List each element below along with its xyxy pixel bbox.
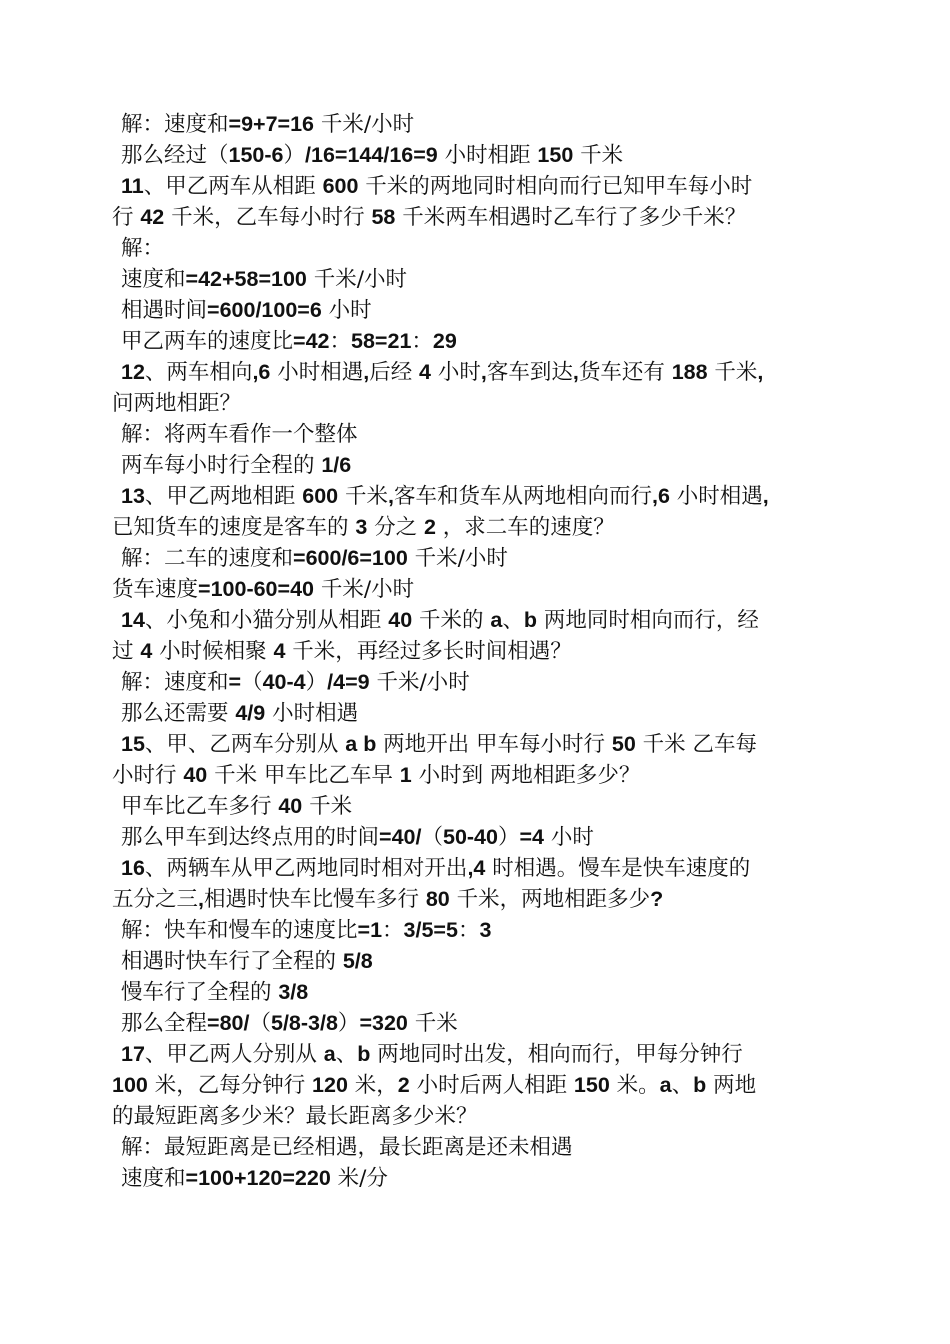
text-run-bold: =4 bbox=[519, 825, 545, 849]
text-run-bold: , bbox=[480, 360, 487, 384]
text-run: 速度和 bbox=[121, 267, 186, 292]
text-line bbox=[112, 202, 842, 233]
text-run-bold: 1 bbox=[399, 763, 412, 787]
text-run: 千米的 bbox=[412, 608, 491, 633]
text-line bbox=[112, 853, 842, 884]
text-run-bold: , bbox=[198, 887, 204, 911]
text-line bbox=[112, 109, 842, 140]
text-run: 、 bbox=[502, 608, 524, 633]
text-run-bold: 4/9 bbox=[235, 701, 266, 725]
text-run: （ bbox=[241, 670, 263, 695]
text-run: 小时候相聚 bbox=[152, 639, 274, 664]
text-line bbox=[112, 915, 842, 946]
text-run: ： bbox=[329, 329, 352, 354]
text-line bbox=[112, 264, 842, 295]
text-run: 千米 甲车比乙车早 bbox=[207, 763, 400, 788]
text-run-bold: b bbox=[357, 1042, 371, 1066]
text-run: ） bbox=[497, 825, 520, 850]
text-run: 分之 bbox=[367, 515, 424, 540]
text-run: 速度和 bbox=[121, 1166, 186, 1191]
text-line bbox=[112, 140, 842, 171]
text-line bbox=[112, 171, 842, 202]
text-run: 千米两车相遇时乙车行了多少千米？ bbox=[395, 205, 747, 230]
text-run-bold: =9+7=16 bbox=[228, 112, 315, 136]
text-run: 解：速度和 bbox=[121, 670, 229, 695]
text-run-bold: =42+58=100 bbox=[185, 267, 307, 291]
text-run-bold: 40-4 bbox=[262, 670, 306, 694]
text-run: （ bbox=[249, 1011, 271, 1036]
text-run: ） bbox=[283, 143, 306, 168]
text-run-bold: 3/8 bbox=[278, 980, 309, 1004]
text-run-bold: 40 bbox=[183, 763, 208, 787]
text-run-bold: 4 bbox=[140, 639, 153, 663]
text-run-bold: 150 bbox=[573, 1073, 610, 1097]
text-line bbox=[112, 388, 842, 419]
text-run: 那么全程 bbox=[121, 1011, 208, 1036]
text-run: ，求二车的速度？ bbox=[435, 515, 615, 540]
text-line bbox=[112, 481, 842, 512]
text-run-bold: 3 bbox=[355, 515, 368, 539]
text-run-bold: =320 bbox=[359, 1011, 408, 1035]
text-run: 问两地相距？ bbox=[112, 391, 242, 416]
text-line bbox=[112, 1008, 842, 1039]
text-run: ） bbox=[305, 670, 328, 695]
text-run: ） bbox=[337, 1011, 360, 1036]
text-run-bold: 100 bbox=[112, 1073, 148, 1097]
text-line bbox=[112, 884, 842, 915]
text-line bbox=[112, 729, 842, 760]
text-run-bold: 2 bbox=[423, 515, 436, 539]
text-run-bold: =100-60=40 bbox=[198, 577, 314, 601]
text-run-bold: a b bbox=[345, 732, 377, 756]
text-run-bold: =40/ bbox=[379, 825, 422, 849]
text-run: 时相遇。慢车是快车速度的 bbox=[485, 856, 751, 881]
text-run-bold: 50 bbox=[611, 732, 636, 756]
text-run: 米/分 bbox=[330, 1166, 388, 1191]
text-run: 千米 bbox=[302, 794, 353, 819]
text-run-bold: 5/8 bbox=[342, 949, 373, 973]
text-run: 米。 bbox=[609, 1073, 660, 1098]
text-line bbox=[112, 295, 842, 326]
text-run-bold: , bbox=[363, 360, 370, 384]
text-run: 小时相距 bbox=[437, 143, 538, 168]
text-run-bold: 4 bbox=[273, 639, 286, 663]
text-run-bold: =80/ bbox=[207, 1011, 250, 1035]
text-run-bold: 15 bbox=[121, 732, 145, 756]
text-run-bold: 150 bbox=[537, 143, 574, 167]
text-run: 两地同时相向而行，经 bbox=[536, 608, 759, 633]
text-run: 、甲乙两车从相距 bbox=[143, 174, 323, 199]
text-line bbox=[112, 698, 842, 729]
text-run-bold: /4=9 bbox=[327, 670, 370, 694]
text-run-bold: 188 bbox=[671, 360, 708, 384]
text-run-bold: =600/100=6 bbox=[207, 298, 322, 322]
text-run: 客车和货车从两地相向而行 bbox=[393, 484, 652, 509]
text-run: 相遇时间 bbox=[121, 298, 208, 323]
text-line bbox=[112, 667, 842, 698]
text-run-bold: b bbox=[523, 608, 537, 632]
text-run: 千米/小时 bbox=[407, 546, 508, 571]
text-run-bold: 1/6 bbox=[321, 453, 352, 477]
text-run: 小时相遇 bbox=[265, 701, 359, 726]
text-run: 千米 bbox=[407, 1011, 458, 1036]
text-line bbox=[112, 760, 842, 791]
text-line bbox=[112, 233, 842, 264]
text-run: 、甲乙两地相距 bbox=[144, 484, 303, 509]
text-run: 千米/小时 bbox=[369, 670, 470, 695]
text-line bbox=[112, 512, 842, 543]
text-run-bold: 40 bbox=[278, 794, 303, 818]
text-run: 行 bbox=[112, 205, 141, 230]
text-run: 小时行 bbox=[112, 763, 184, 788]
text-run: 、小兔和小猫分别从相距 bbox=[144, 608, 389, 633]
text-run: 小时到 两地相距多少？ bbox=[411, 763, 641, 788]
text-run-bold: 13 bbox=[121, 484, 145, 508]
text-run-bold: a bbox=[490, 608, 503, 632]
text-run: 货车速度 bbox=[112, 577, 199, 602]
text-run-bold: 80 bbox=[425, 887, 450, 911]
text-run-bold: 50-40 bbox=[442, 825, 498, 849]
text-run: 那么还需要 bbox=[121, 701, 236, 726]
text-run: 两地同时出发，相向而行，甲每分钟行 bbox=[370, 1042, 743, 1067]
text-run-bold: =600/6=100 bbox=[293, 546, 408, 570]
text-run: 过 bbox=[112, 639, 141, 664]
text-run: 甲乙两车的速度比 bbox=[121, 329, 294, 354]
text-run: 千米，再经过多长时间相遇？ bbox=[285, 639, 572, 664]
text-run-bold: 16 bbox=[121, 856, 145, 880]
text-run-bold: 12 bbox=[121, 360, 145, 384]
text-run: 五分之三 bbox=[112, 887, 199, 912]
text-line bbox=[112, 357, 842, 388]
text-line bbox=[112, 822, 842, 853]
text-run-bold: =1 bbox=[357, 918, 383, 942]
text-run-bold: , bbox=[762, 484, 769, 508]
text-run-bold: a bbox=[659, 1073, 672, 1097]
text-line bbox=[112, 605, 842, 636]
text-run: 、 bbox=[671, 1073, 694, 1098]
text-run: 千米的两地同时相向而行已知甲车每小时 bbox=[358, 174, 753, 199]
text-run-bold: 3/5=5 bbox=[403, 918, 458, 942]
text-run-bold: , bbox=[572, 360, 579, 384]
text-run: 解：速度和 bbox=[121, 112, 229, 137]
text-line bbox=[112, 1132, 842, 1163]
text-run: 货车还有 bbox=[578, 360, 672, 385]
text-line bbox=[112, 1039, 842, 1070]
text-run: 千米 bbox=[573, 143, 624, 168]
text-line bbox=[112, 636, 842, 667]
text-run: 小时后两人相距 bbox=[409, 1073, 574, 1098]
text-line bbox=[112, 1070, 842, 1101]
text-run-bold: b bbox=[693, 1073, 707, 1097]
text-run-bold: ,6 bbox=[651, 484, 670, 508]
text-run: ： bbox=[382, 918, 404, 943]
text-run-bold: 600 bbox=[302, 484, 339, 508]
text-run: 千米，乙车每小时行 bbox=[164, 205, 372, 230]
text-run: 小时 bbox=[544, 825, 594, 850]
text-run: 千米，两地相距多少 bbox=[449, 887, 651, 912]
text-run: 米，乙每分钟行 bbox=[147, 1073, 313, 1098]
text-line bbox=[112, 419, 842, 450]
text-run: 解： bbox=[121, 236, 165, 261]
text-run: 已知货车的速度是客车的 bbox=[112, 515, 356, 540]
text-run-bold: 600 bbox=[322, 174, 359, 198]
text-run: 两地 bbox=[706, 1073, 757, 1098]
text-run: 、两车相向 bbox=[144, 360, 253, 385]
text-run-bold: a bbox=[323, 1042, 336, 1066]
text-line bbox=[112, 977, 842, 1008]
text-run-bold: 17 bbox=[121, 1042, 145, 1066]
text-run: 解：快车和慢车的速度比 bbox=[121, 918, 358, 943]
text-run: 小时相遇 bbox=[669, 484, 763, 509]
text-run-bold: , bbox=[387, 484, 394, 508]
text-run: 后经 bbox=[369, 360, 420, 385]
text-run-bold: 5/8-3/8 bbox=[270, 1011, 338, 1035]
text-run: 千米 bbox=[707, 360, 758, 385]
text-line bbox=[112, 946, 842, 977]
text-run: 小时 bbox=[321, 298, 372, 323]
text-run-bold: =42 bbox=[293, 329, 330, 353]
text-line bbox=[112, 326, 842, 357]
text-run: 千米/小时 bbox=[306, 267, 407, 292]
text-run: 解：最短距离是已经相遇，最长距离是还未相遇 bbox=[121, 1135, 573, 1160]
text-run-bold: 4 bbox=[419, 360, 432, 384]
text-run-bold: 120 bbox=[312, 1073, 348, 1097]
text-run-bold: 11 bbox=[121, 174, 144, 198]
text-run: 米， bbox=[347, 1073, 398, 1098]
text-run-bold: = bbox=[228, 670, 242, 694]
text-line bbox=[112, 1101, 842, 1132]
text-run: 、甲乙两人分别从 bbox=[144, 1042, 324, 1067]
text-run-bold: 3 bbox=[479, 918, 492, 942]
text-run-bold: 150-6 bbox=[228, 143, 284, 167]
text-run-bold: 42 bbox=[140, 205, 165, 229]
text-run: 客车到达 bbox=[486, 360, 573, 385]
text-run: 千米 乙车每 bbox=[635, 732, 757, 757]
text-run: （ bbox=[421, 825, 443, 850]
text-line bbox=[112, 450, 842, 481]
text-run-bold: 58 bbox=[371, 205, 396, 229]
text-run: ： bbox=[411, 329, 433, 354]
text-run: 甲车比乙车多行 bbox=[121, 794, 279, 819]
text-run: 相遇时快车比慢车多行 bbox=[204, 887, 426, 912]
text-run: 千米/小时 bbox=[314, 577, 415, 602]
text-run-bold: =100+120=220 bbox=[185, 1166, 331, 1190]
text-run: 那么甲车到达终点用的时间 bbox=[121, 825, 380, 850]
text-run: 慢车行了全程的 bbox=[121, 980, 279, 1005]
text-run: 、甲、乙两车分别从 bbox=[144, 732, 346, 757]
text-run-bold: 29 bbox=[432, 329, 457, 353]
text-line bbox=[112, 791, 842, 822]
text-run: 相遇时快车行了全程的 bbox=[121, 949, 343, 974]
text-line bbox=[112, 1163, 842, 1194]
text-run-bold: ,6 bbox=[252, 360, 271, 384]
text-run: 那么经过（ bbox=[121, 143, 229, 168]
text-run-bold: ,4 bbox=[467, 856, 486, 880]
text-run: 小时相遇 bbox=[270, 360, 364, 385]
text-run: 千米 bbox=[338, 484, 388, 509]
text-run-bold: ? bbox=[650, 887, 664, 911]
document-body bbox=[112, 109, 842, 1194]
text-run-bold: 58=21 bbox=[351, 329, 412, 353]
text-run: ： bbox=[457, 918, 480, 943]
text-line bbox=[112, 574, 842, 605]
text-run: 小时 bbox=[431, 360, 481, 385]
text-run: 两车每小时行全程的 bbox=[121, 453, 322, 478]
text-run: 解：将两车看作一个整体 bbox=[121, 422, 358, 447]
text-run: 、 bbox=[335, 1042, 358, 1067]
text-run-bold: 40 bbox=[388, 608, 413, 632]
text-run: 解：二车的速度和 bbox=[121, 546, 294, 571]
text-run-bold: /16=144/16=9 bbox=[305, 143, 438, 167]
text-run: 、两辆车从甲乙两地同时相对开出 bbox=[144, 856, 468, 881]
text-line bbox=[112, 543, 842, 574]
text-run: 两地开出 甲车每小时行 bbox=[376, 732, 612, 757]
text-run-bold: 14 bbox=[121, 608, 145, 632]
text-run: 千米/小时 bbox=[314, 112, 415, 137]
text-run: 的最短距离多少米？最长距离多少米？ bbox=[112, 1104, 478, 1129]
text-run-bold: 2 bbox=[397, 1073, 410, 1097]
text-run-bold: , bbox=[757, 360, 764, 384]
